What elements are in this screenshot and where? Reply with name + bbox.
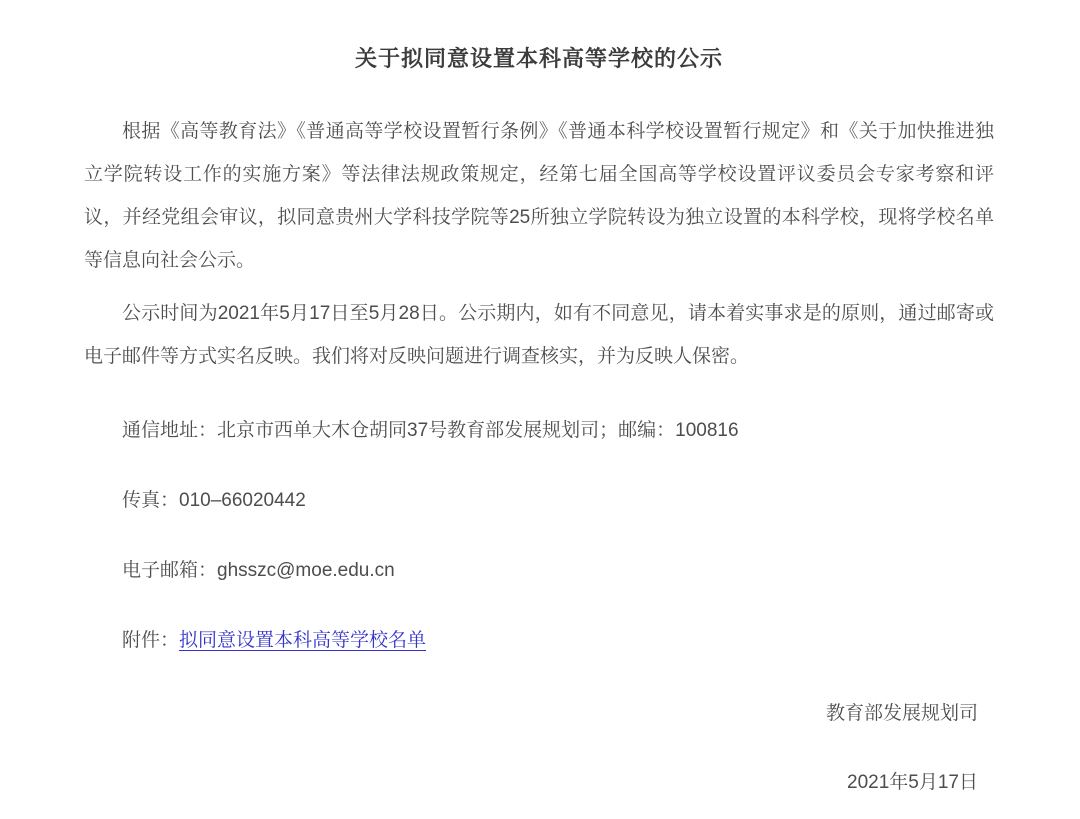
- page-title: 关于拟同意设置本科高等学校的公示: [354, 46, 723, 71]
- signature: 教育部发展规划司: [825, 703, 978, 724]
- attachment-label: 附件：: [122, 630, 180, 651]
- body-paragraph-period: 公示时间为2021年5月17日至5月28日。公示期内，如有不同意见，请本着实事求是的原则，通过邮寄或电子邮件等方式实名反映。我们将对反映问题进行调查核实，并为反映人保密。: [84, 303, 994, 367]
- announcement-document: [0, 44, 1080, 819]
- attachment-line: [84, 619, 994, 662]
- contact-address-line: 通信地址：北京市西单大木仓胡同37号教育部发展规划司；邮编：100816: [122, 420, 739, 441]
- attachment-link[interactable]: 拟同意设置本科高等学校名单: [179, 630, 427, 651]
- contact-email-line: 电子邮箱：ghsszc@moe.edu.cn: [122, 560, 395, 581]
- document-content: [0, 44, 1080, 804]
- body-paragraph-basis: 根据《高等教育法》《普通高等学校设置暂行条例》《普通本科学校设置暂行规定》和《关于加快推进独立学院转设工作的实施方案》等法律法规政策规定，经第七届全国高等学校设置评议委员会专家考察和评议，并经党组会审议，拟同意贵州大学科技学院等25所独立学院转设为独立设置的本科学校，现将学校名单等信息向社会公示。: [84, 121, 994, 271]
- date: 2021年5月17日: [847, 772, 978, 793]
- contact-fax-line: 传真：010–66020442: [122, 490, 306, 511]
